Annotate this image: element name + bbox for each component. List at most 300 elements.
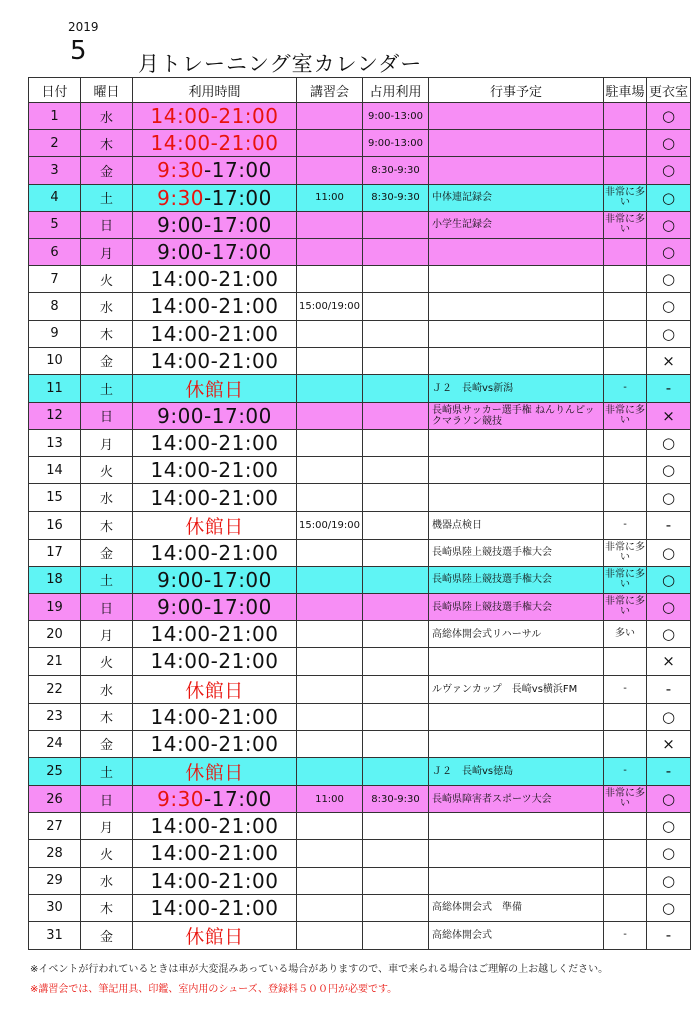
parking-cell bbox=[604, 130, 647, 157]
lecture-cell bbox=[297, 757, 363, 785]
weekday-cell: 日 bbox=[81, 594, 133, 621]
hours-end: -17:00 bbox=[204, 185, 272, 210]
date-cell: 5 bbox=[29, 211, 81, 238]
lecture-cell bbox=[297, 430, 363, 457]
lecture-cell bbox=[297, 921, 363, 949]
hours-cell bbox=[133, 566, 297, 593]
hours-start: 14:00-21:00 bbox=[150, 540, 279, 565]
col-parking: 駐車場 bbox=[604, 78, 647, 103]
parking-cell bbox=[604, 840, 647, 867]
lecture-cell bbox=[297, 621, 363, 648]
parking-cell: 非常に多い bbox=[604, 566, 647, 593]
locker-cell: ○ bbox=[647, 566, 691, 593]
parking-cell bbox=[604, 430, 647, 457]
weekday-cell: 土 bbox=[81, 184, 133, 211]
event-cell bbox=[429, 103, 604, 130]
hours-cell bbox=[133, 894, 297, 921]
table-row bbox=[29, 457, 691, 484]
hours-start: 14:00-21:00 bbox=[150, 704, 279, 729]
lecture-cell bbox=[297, 103, 363, 130]
note-traffic: ※イベントが行われているときは車が大変混みあっている場合がありますので、車で来られる場合はご理解の上お越しください。 bbox=[30, 964, 609, 975]
event-cell bbox=[429, 867, 604, 894]
weekday-cell: 木 bbox=[81, 130, 133, 157]
parking-cell bbox=[604, 648, 647, 675]
lecture-cell bbox=[297, 648, 363, 675]
hours-cell bbox=[133, 621, 297, 648]
hours-cell bbox=[133, 648, 297, 675]
locker-cell: ○ bbox=[647, 157, 691, 184]
date-cell: 18 bbox=[29, 566, 81, 593]
hours-cell bbox=[133, 157, 297, 184]
event-cell: Ｊ２ 長崎vs新潟 bbox=[429, 374, 604, 402]
parking-cell bbox=[604, 457, 647, 484]
hours-start: 9:00-17:00 bbox=[157, 403, 272, 428]
hours-cell bbox=[133, 757, 297, 785]
locker-cell: × bbox=[647, 347, 691, 374]
date-cell: 24 bbox=[29, 730, 81, 757]
hours-cell bbox=[133, 730, 297, 757]
weekday-cell: 水 bbox=[81, 484, 133, 511]
table-row bbox=[29, 157, 691, 184]
table-row bbox=[29, 921, 691, 949]
parking-cell bbox=[604, 157, 647, 184]
weekday-cell: 火 bbox=[81, 840, 133, 867]
weekday-cell: 火 bbox=[81, 648, 133, 675]
lecture-cell bbox=[297, 813, 363, 840]
parking-cell bbox=[604, 238, 647, 265]
table-row bbox=[29, 757, 691, 785]
hours-cell bbox=[133, 675, 297, 703]
weekday-cell: 日 bbox=[81, 785, 133, 812]
locker-cell: ○ bbox=[647, 320, 691, 347]
date-cell: 19 bbox=[29, 594, 81, 621]
table-row bbox=[29, 539, 691, 566]
parking-cell: 多い bbox=[604, 621, 647, 648]
event-cell: 長崎県陸上競技選手権大会 bbox=[429, 566, 604, 593]
hours-start: 9:00-17:00 bbox=[157, 567, 272, 592]
weekday-cell: 火 bbox=[81, 266, 133, 293]
date-cell: 15 bbox=[29, 484, 81, 511]
locker-cell: ○ bbox=[647, 894, 691, 921]
lecture-cell bbox=[297, 539, 363, 566]
header-row bbox=[29, 78, 691, 103]
event-cell: 高総体開会式 準備 bbox=[429, 894, 604, 921]
occupied-cell bbox=[363, 921, 429, 949]
hours-start: 14:00-21:00 bbox=[150, 104, 279, 129]
hours-start: 14:00-21:00 bbox=[150, 485, 279, 510]
locker-cell: ○ bbox=[647, 293, 691, 320]
parking-cell bbox=[604, 730, 647, 757]
parking-cell: 非常に多い bbox=[604, 785, 647, 812]
lecture-cell bbox=[297, 266, 363, 293]
occupied-cell bbox=[363, 621, 429, 648]
occupied-cell bbox=[363, 566, 429, 593]
occupied-cell bbox=[363, 648, 429, 675]
closed-label: 休館日 bbox=[185, 925, 244, 948]
event-cell: 中体連記録会 bbox=[429, 184, 604, 211]
event-cell bbox=[429, 293, 604, 320]
hours-cell bbox=[133, 539, 297, 566]
locker-cell: ○ bbox=[647, 211, 691, 238]
hours-cell bbox=[133, 238, 297, 265]
locker-cell: ○ bbox=[647, 785, 691, 812]
occupied-cell bbox=[363, 867, 429, 894]
occupied-cell: 9:00-13:00 bbox=[363, 130, 429, 157]
parking-cell: 非常に多い bbox=[604, 184, 647, 211]
weekday-cell: 日 bbox=[81, 402, 133, 429]
date-cell: 7 bbox=[29, 266, 81, 293]
occupied-cell bbox=[363, 840, 429, 867]
locker-cell: ○ bbox=[647, 621, 691, 648]
hours-start: 14:00-21:00 bbox=[150, 649, 279, 674]
hours-cell bbox=[133, 867, 297, 894]
occupied-cell bbox=[363, 266, 429, 293]
hours-cell bbox=[133, 430, 297, 457]
lecture-cell bbox=[297, 594, 363, 621]
hours-cell bbox=[133, 594, 297, 621]
hours-cell bbox=[133, 840, 297, 867]
hours-cell bbox=[133, 184, 297, 211]
date-cell: 31 bbox=[29, 921, 81, 949]
table-row bbox=[29, 103, 691, 130]
date-cell: 21 bbox=[29, 648, 81, 675]
occupied-cell bbox=[363, 675, 429, 703]
lecture-cell: 15:00/19:00 bbox=[297, 293, 363, 320]
event-cell: ルヴァンカップ 長崎vs横浜FM bbox=[429, 675, 604, 703]
event-cell bbox=[429, 730, 604, 757]
event-cell bbox=[429, 238, 604, 265]
weekday-cell: 金 bbox=[81, 347, 133, 374]
weekday-cell: 木 bbox=[81, 511, 133, 539]
table-row bbox=[29, 320, 691, 347]
locker-cell: ○ bbox=[647, 703, 691, 730]
hours-start: 9:30 bbox=[157, 158, 205, 183]
locker-cell: ○ bbox=[647, 130, 691, 157]
parking-cell bbox=[604, 867, 647, 894]
date-cell: 26 bbox=[29, 785, 81, 812]
parking-cell: - bbox=[604, 511, 647, 539]
date-cell: 29 bbox=[29, 867, 81, 894]
date-cell: 25 bbox=[29, 757, 81, 785]
occupied-cell bbox=[363, 211, 429, 238]
date-cell: 14 bbox=[29, 457, 81, 484]
table-row bbox=[29, 511, 691, 539]
hours-start: 9:00-17:00 bbox=[157, 240, 272, 265]
year-label: 2019 bbox=[68, 20, 99, 34]
calendar-body bbox=[29, 103, 691, 950]
hours-cell bbox=[133, 402, 297, 429]
parking-cell bbox=[604, 347, 647, 374]
closed-label: 休館日 bbox=[185, 761, 244, 784]
lecture-cell bbox=[297, 675, 363, 703]
closed-label: 休館日 bbox=[185, 679, 244, 702]
table-row bbox=[29, 785, 691, 812]
parking-cell bbox=[604, 703, 647, 730]
weekday-cell: 水 bbox=[81, 293, 133, 320]
table-row bbox=[29, 621, 691, 648]
event-cell: 長崎県障害者スポーツ大会 bbox=[429, 785, 604, 812]
occupied-cell bbox=[363, 293, 429, 320]
date-cell: 13 bbox=[29, 430, 81, 457]
locker-cell: ○ bbox=[647, 103, 691, 130]
parking-cell: - bbox=[604, 921, 647, 949]
hours-start: 14:00-21:00 bbox=[150, 731, 279, 756]
weekday-cell: 月 bbox=[81, 813, 133, 840]
lecture-cell bbox=[297, 457, 363, 484]
parking-cell bbox=[604, 320, 647, 347]
locker-cell: × bbox=[647, 730, 691, 757]
weekday-cell: 土 bbox=[81, 374, 133, 402]
locker-cell: ○ bbox=[647, 184, 691, 211]
hours-cell bbox=[133, 347, 297, 374]
event-cell bbox=[429, 266, 604, 293]
lecture-cell bbox=[297, 484, 363, 511]
hours-start: 14:00-21:00 bbox=[150, 868, 279, 893]
date-cell: 17 bbox=[29, 539, 81, 566]
hours-start: 9:00-17:00 bbox=[157, 595, 272, 620]
hours-start: 9:00-17:00 bbox=[157, 212, 272, 237]
parking-cell: - bbox=[604, 374, 647, 402]
lecture-cell: 11:00 bbox=[297, 184, 363, 211]
event-cell: 高総体開会式リハーサル bbox=[429, 621, 604, 648]
col-date: 日付 bbox=[29, 78, 81, 103]
event-cell bbox=[429, 157, 604, 184]
weekday-cell: 木 bbox=[81, 894, 133, 921]
occupied-cell bbox=[363, 539, 429, 566]
table-row bbox=[29, 594, 691, 621]
locker-cell: - bbox=[647, 675, 691, 703]
occupied-cell bbox=[363, 484, 429, 511]
event-cell: 長崎県サッカー選手権 ねんりんピックマラソン競技 bbox=[429, 402, 604, 429]
col-weekday: 曜日 bbox=[81, 78, 133, 103]
hours-start: 14:00-21:00 bbox=[150, 431, 279, 456]
col-lecture: 講習会 bbox=[297, 78, 363, 103]
hours-cell bbox=[133, 511, 297, 539]
hours-start: 14:00-21:00 bbox=[150, 294, 279, 319]
table-row bbox=[29, 266, 691, 293]
closed-label: 休館日 bbox=[185, 515, 244, 538]
page-title: 月トレーニング室カレンダー bbox=[138, 52, 423, 76]
event-cell bbox=[429, 484, 604, 511]
lecture-cell bbox=[297, 730, 363, 757]
occupied-cell bbox=[363, 238, 429, 265]
table-row bbox=[29, 430, 691, 457]
hours-start: 14:00-21:00 bbox=[150, 814, 279, 839]
table-row bbox=[29, 867, 691, 894]
hours-cell bbox=[133, 457, 297, 484]
occupied-cell bbox=[363, 430, 429, 457]
date-cell: 22 bbox=[29, 675, 81, 703]
col-occupied: 占用利用 bbox=[363, 78, 429, 103]
table-row bbox=[29, 184, 691, 211]
hours-start: 14:00-21:00 bbox=[150, 321, 279, 346]
locker-cell: - bbox=[647, 374, 691, 402]
locker-cell: ○ bbox=[647, 594, 691, 621]
month-number: 5 bbox=[70, 36, 87, 66]
parking-cell bbox=[604, 894, 647, 921]
hours-start: 14:00-21:00 bbox=[150, 267, 279, 292]
lecture-cell bbox=[297, 703, 363, 730]
occupied-cell bbox=[363, 347, 429, 374]
occupied-cell bbox=[363, 320, 429, 347]
lecture-cell bbox=[297, 238, 363, 265]
occupied-cell bbox=[363, 894, 429, 921]
locker-cell: ○ bbox=[647, 430, 691, 457]
weekday-cell: 月 bbox=[81, 430, 133, 457]
weekday-cell: 水 bbox=[81, 675, 133, 703]
table-row bbox=[29, 293, 691, 320]
hours-cell bbox=[133, 211, 297, 238]
col-events: 行事予定 bbox=[429, 78, 604, 103]
lecture-cell bbox=[297, 840, 363, 867]
hours-start: 14:00-21:00 bbox=[150, 622, 279, 647]
locker-cell: ○ bbox=[647, 539, 691, 566]
hours-cell bbox=[133, 785, 297, 812]
hours-cell bbox=[133, 921, 297, 949]
table-row bbox=[29, 703, 691, 730]
hours-end: -17:00 bbox=[204, 787, 272, 812]
event-cell bbox=[429, 813, 604, 840]
parking-cell: 非常に多い bbox=[604, 594, 647, 621]
event-cell: 長崎県陸上競技選手権大会 bbox=[429, 539, 604, 566]
event-cell: 小学生記録会 bbox=[429, 211, 604, 238]
weekday-cell: 木 bbox=[81, 320, 133, 347]
table-row bbox=[29, 238, 691, 265]
lecture-cell bbox=[297, 211, 363, 238]
lecture-cell bbox=[297, 374, 363, 402]
occupied-cell: 9:00-13:00 bbox=[363, 103, 429, 130]
date-cell: 27 bbox=[29, 813, 81, 840]
hours-start: 14:00-21:00 bbox=[150, 348, 279, 373]
table-row bbox=[29, 347, 691, 374]
date-cell: 12 bbox=[29, 402, 81, 429]
date-cell: 23 bbox=[29, 703, 81, 730]
date-cell: 4 bbox=[29, 184, 81, 211]
table-row bbox=[29, 894, 691, 921]
occupied-cell: 8:30-9:30 bbox=[363, 785, 429, 812]
weekday-cell: 金 bbox=[81, 157, 133, 184]
hours-cell bbox=[133, 484, 297, 511]
weekday-cell: 金 bbox=[81, 921, 133, 949]
hours-start: 14:00-21:00 bbox=[150, 131, 279, 156]
table-row bbox=[29, 130, 691, 157]
event-cell bbox=[429, 130, 604, 157]
occupied-cell bbox=[363, 511, 429, 539]
event-cell bbox=[429, 347, 604, 374]
date-cell: 20 bbox=[29, 621, 81, 648]
date-cell: 10 bbox=[29, 347, 81, 374]
event-cell: 高総体開会式 bbox=[429, 921, 604, 949]
parking-cell: - bbox=[604, 757, 647, 785]
occupied-cell bbox=[363, 730, 429, 757]
parking-cell: - bbox=[604, 675, 647, 703]
parking-cell: 非常に多い bbox=[604, 539, 647, 566]
weekday-cell: 水 bbox=[81, 103, 133, 130]
table-row bbox=[29, 374, 691, 402]
table-row bbox=[29, 648, 691, 675]
locker-cell: × bbox=[647, 402, 691, 429]
weekday-cell: 土 bbox=[81, 757, 133, 785]
lecture-cell: 11:00 bbox=[297, 785, 363, 812]
weekday-cell: 金 bbox=[81, 539, 133, 566]
hours-cell bbox=[133, 293, 297, 320]
occupied-cell bbox=[363, 813, 429, 840]
hours-cell bbox=[133, 703, 297, 730]
parking-cell: 非常に多い bbox=[604, 211, 647, 238]
locker-cell: ○ bbox=[647, 813, 691, 840]
parking-cell: 非常に多い bbox=[604, 402, 647, 429]
locker-cell: × bbox=[647, 648, 691, 675]
closed-label: 休館日 bbox=[185, 378, 244, 401]
hours-start: 9:30 bbox=[157, 185, 205, 210]
parking-cell bbox=[604, 266, 647, 293]
occupied-cell bbox=[363, 757, 429, 785]
date-cell: 28 bbox=[29, 840, 81, 867]
parking-cell bbox=[604, 103, 647, 130]
date-cell: 30 bbox=[29, 894, 81, 921]
table-row bbox=[29, 402, 691, 429]
occupied-cell: 8:30-9:30 bbox=[363, 184, 429, 211]
event-cell bbox=[429, 840, 604, 867]
hours-start: 9:30 bbox=[157, 787, 205, 812]
event-cell bbox=[429, 703, 604, 730]
hours-cell bbox=[133, 130, 297, 157]
lecture-cell bbox=[297, 402, 363, 429]
lecture-cell bbox=[297, 320, 363, 347]
occupied-cell bbox=[363, 402, 429, 429]
parking-cell bbox=[604, 813, 647, 840]
weekday-cell: 月 bbox=[81, 238, 133, 265]
hours-cell bbox=[133, 103, 297, 130]
hours-start: 14:00-21:00 bbox=[150, 841, 279, 866]
parking-cell bbox=[604, 484, 647, 511]
event-cell bbox=[429, 320, 604, 347]
event-cell: 長崎県陸上競技選手権大会 bbox=[429, 594, 604, 621]
weekday-cell: 木 bbox=[81, 703, 133, 730]
locker-cell: ○ bbox=[647, 266, 691, 293]
parking-cell bbox=[604, 293, 647, 320]
col-locker: 更衣室 bbox=[647, 78, 691, 103]
locker-cell: ○ bbox=[647, 238, 691, 265]
locker-cell: ○ bbox=[647, 484, 691, 511]
occupied-cell bbox=[363, 374, 429, 402]
weekday-cell: 日 bbox=[81, 211, 133, 238]
weekday-cell: 金 bbox=[81, 730, 133, 757]
locker-cell: - bbox=[647, 511, 691, 539]
lecture-cell bbox=[297, 347, 363, 374]
hours-start: 14:00-21:00 bbox=[150, 458, 279, 483]
hours-cell bbox=[133, 320, 297, 347]
lecture-cell bbox=[297, 867, 363, 894]
event-cell: Ｊ２ 長崎vs徳島 bbox=[429, 757, 604, 785]
event-cell bbox=[429, 648, 604, 675]
col-hours: 利用時間 bbox=[133, 78, 297, 103]
locker-cell: ○ bbox=[647, 867, 691, 894]
lecture-cell: 15:00/19:00 bbox=[297, 511, 363, 539]
occupied-cell bbox=[363, 703, 429, 730]
hours-cell bbox=[133, 374, 297, 402]
weekday-cell: 月 bbox=[81, 621, 133, 648]
lecture-cell bbox=[297, 157, 363, 184]
date-cell: 8 bbox=[29, 293, 81, 320]
weekday-cell: 水 bbox=[81, 867, 133, 894]
lecture-cell bbox=[297, 894, 363, 921]
hours-cell bbox=[133, 266, 297, 293]
weekday-cell: 土 bbox=[81, 566, 133, 593]
table-row bbox=[29, 813, 691, 840]
table-row bbox=[29, 484, 691, 511]
lecture-cell bbox=[297, 566, 363, 593]
